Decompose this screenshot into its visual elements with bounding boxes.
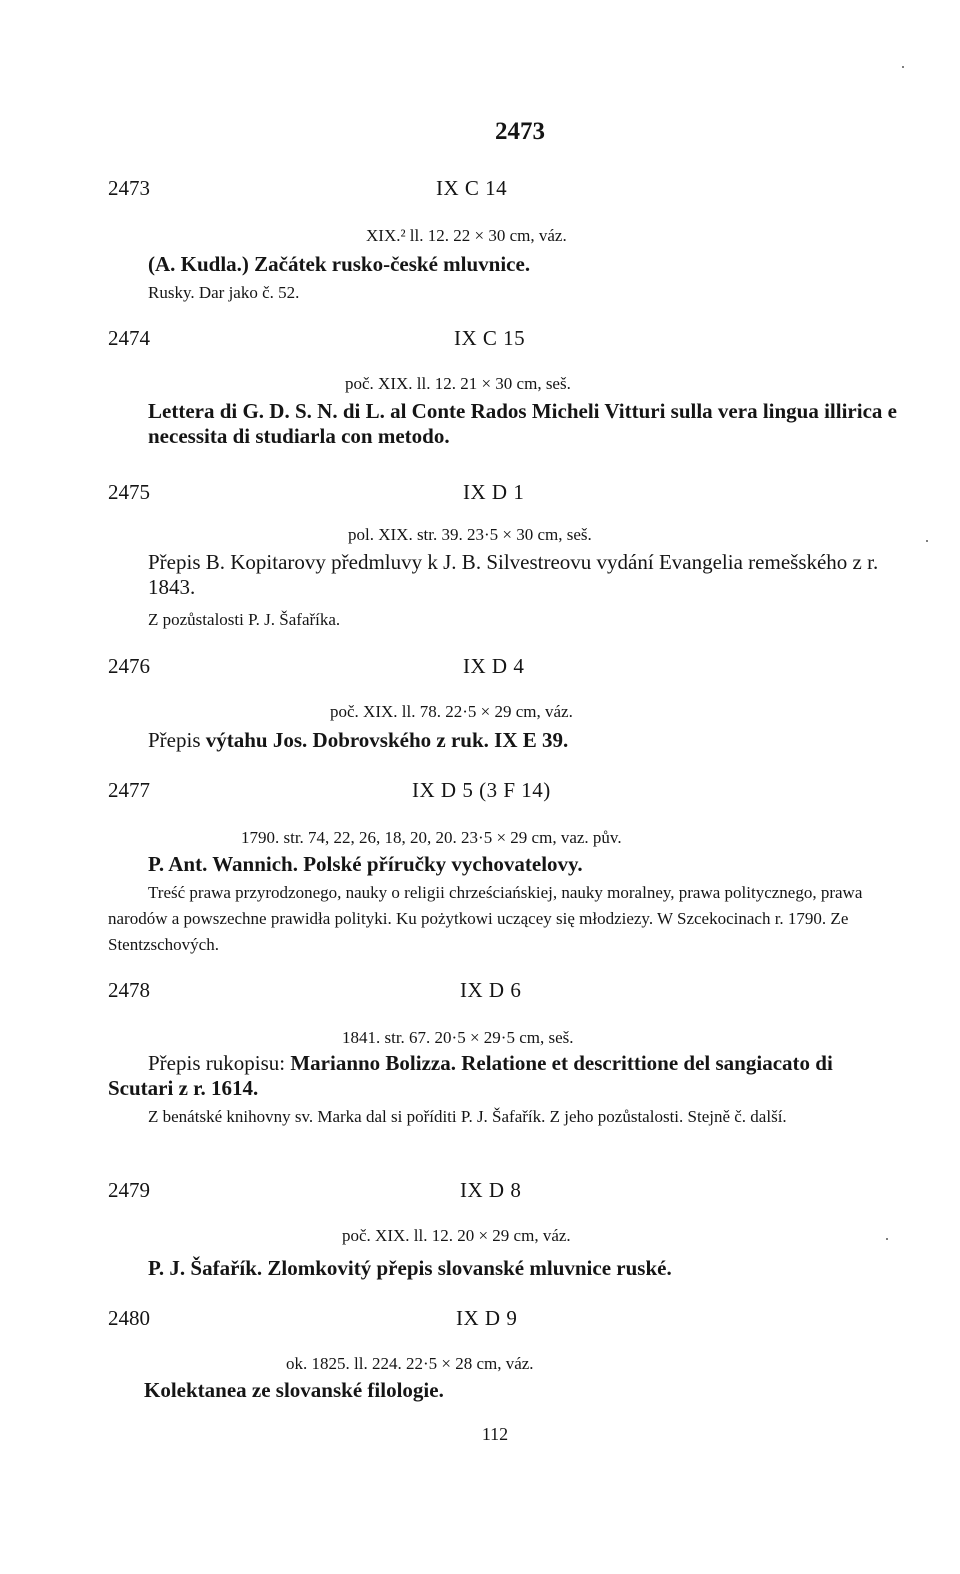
entry-signature: IX C 14 [436,176,508,200]
entry-meta: 1790. str. 74, 22, 26, 18, 20, 20. 23·5 × 29 cm, vaz. pův. [241,828,622,847]
entry-number: 2473 [108,176,150,200]
entry-meta: XIX.² ll. 12. 22 × 30 cm, váz. [366,226,567,245]
entry-title: P. J. Šafařík. Zlomkovitý přepis slovanské mluvnice ruské. [148,1256,672,1280]
entry-meta: ok. 1825. ll. 224. 22·5 × 28 cm, váz. [286,1354,534,1373]
entry-signature: IX D 5 (3 F 14) [412,778,551,802]
entry-title-prefix: Přepis [148,728,201,752]
entry-title: Přepis B. Kopitarovy předmluvy k J. B. Silvestreovu vydání Evangelia remešského z r. 1843. [148,550,879,599]
entry-title: výtahu Jos. Dobrovského z ruk. IX E 39. [205,728,569,752]
entry-title: Kolektanea ze slovanské filologie. [144,1378,444,1402]
entry-signature: IX D 6 [460,978,522,1002]
entry-title: Marianno Bolizza. Relatione et descrittione del sangiacato di Scutari z r. 1614. [108,1051,833,1100]
entry-title: (A. Kudla.) Začátek rusko-české mluvnice. [148,252,531,276]
entry-meta: 1841. str. 67. 20·5 × 29·5 cm, seš. [342,1028,574,1047]
entry-number: 2475 [108,480,150,504]
scan-speck [886,1238,888,1240]
entry-note: Z pozůstalosti P. J. Šafaříka. [148,610,341,629]
entry-title-line [148,728,900,753]
entry-meta: poč. XIX. ll. 78. 22·5 × 29 cm, váz. [330,702,573,721]
scan-speck [926,540,928,542]
entry-number: 2477 [108,778,150,802]
entry-meta: poč. XIX. ll. 12. 20 × 29 cm, váz. [342,1226,571,1245]
page-footer-number: 112 [481,1424,509,1444]
entry-number: 2478 [108,978,150,1002]
entry-number: 2476 [108,654,150,678]
page-header-number: 2473 [495,118,545,145]
entry-note: Rusky. Dar jako č. 52. [148,283,300,302]
entry-meta: poč. XIX. ll. 12. 21 × 30 cm, seš. [345,374,571,393]
entry-title: P. Ant. Wannich. Polské příručky vychovatelovy. [148,852,583,876]
entry-signature: IX D 1 [463,480,525,504]
entry-number: 2479 [108,1178,150,1202]
entry-signature: IX D 9 [456,1306,518,1330]
scan-speck [902,66,904,68]
entry-meta: pol. XIX. str. 39. 23·5 × 30 cm, seš. [348,525,592,544]
entry-number: 2480 [108,1306,150,1330]
entry-note: Treść prawa przyrodzonego, nauky o religii chrześciańskiej, nauky moralney, prawa politycznego, prawa narodów a powszechne prawidła polityki. Ku pożytkowi uczącey się młodziezy. W Szcekocinach r. 1790. Ze Stentzschových. [108,883,863,954]
entry-title-line [108,1051,900,1101]
entry-title-prefix: Přepis rukopisu: [148,1051,286,1075]
entry-number: 2474 [108,326,150,350]
entry-note: Z benátské knihovny sv. Marka dal si poříditi P. J. Šafařík. Z jeho pozůstalosti. Stejně č. další. [148,1107,787,1126]
entry-title: Lettera di G. D. S. N. di L. al Conte Rados Micheli Vitturi sulla vera lingua illirica e necessita di studiarla con metodo. [148,399,897,448]
entry-signature: IX D 8 [460,1178,522,1202]
entry-signature: IX C 15 [454,326,526,350]
entry-signature: IX D 4 [463,654,525,678]
